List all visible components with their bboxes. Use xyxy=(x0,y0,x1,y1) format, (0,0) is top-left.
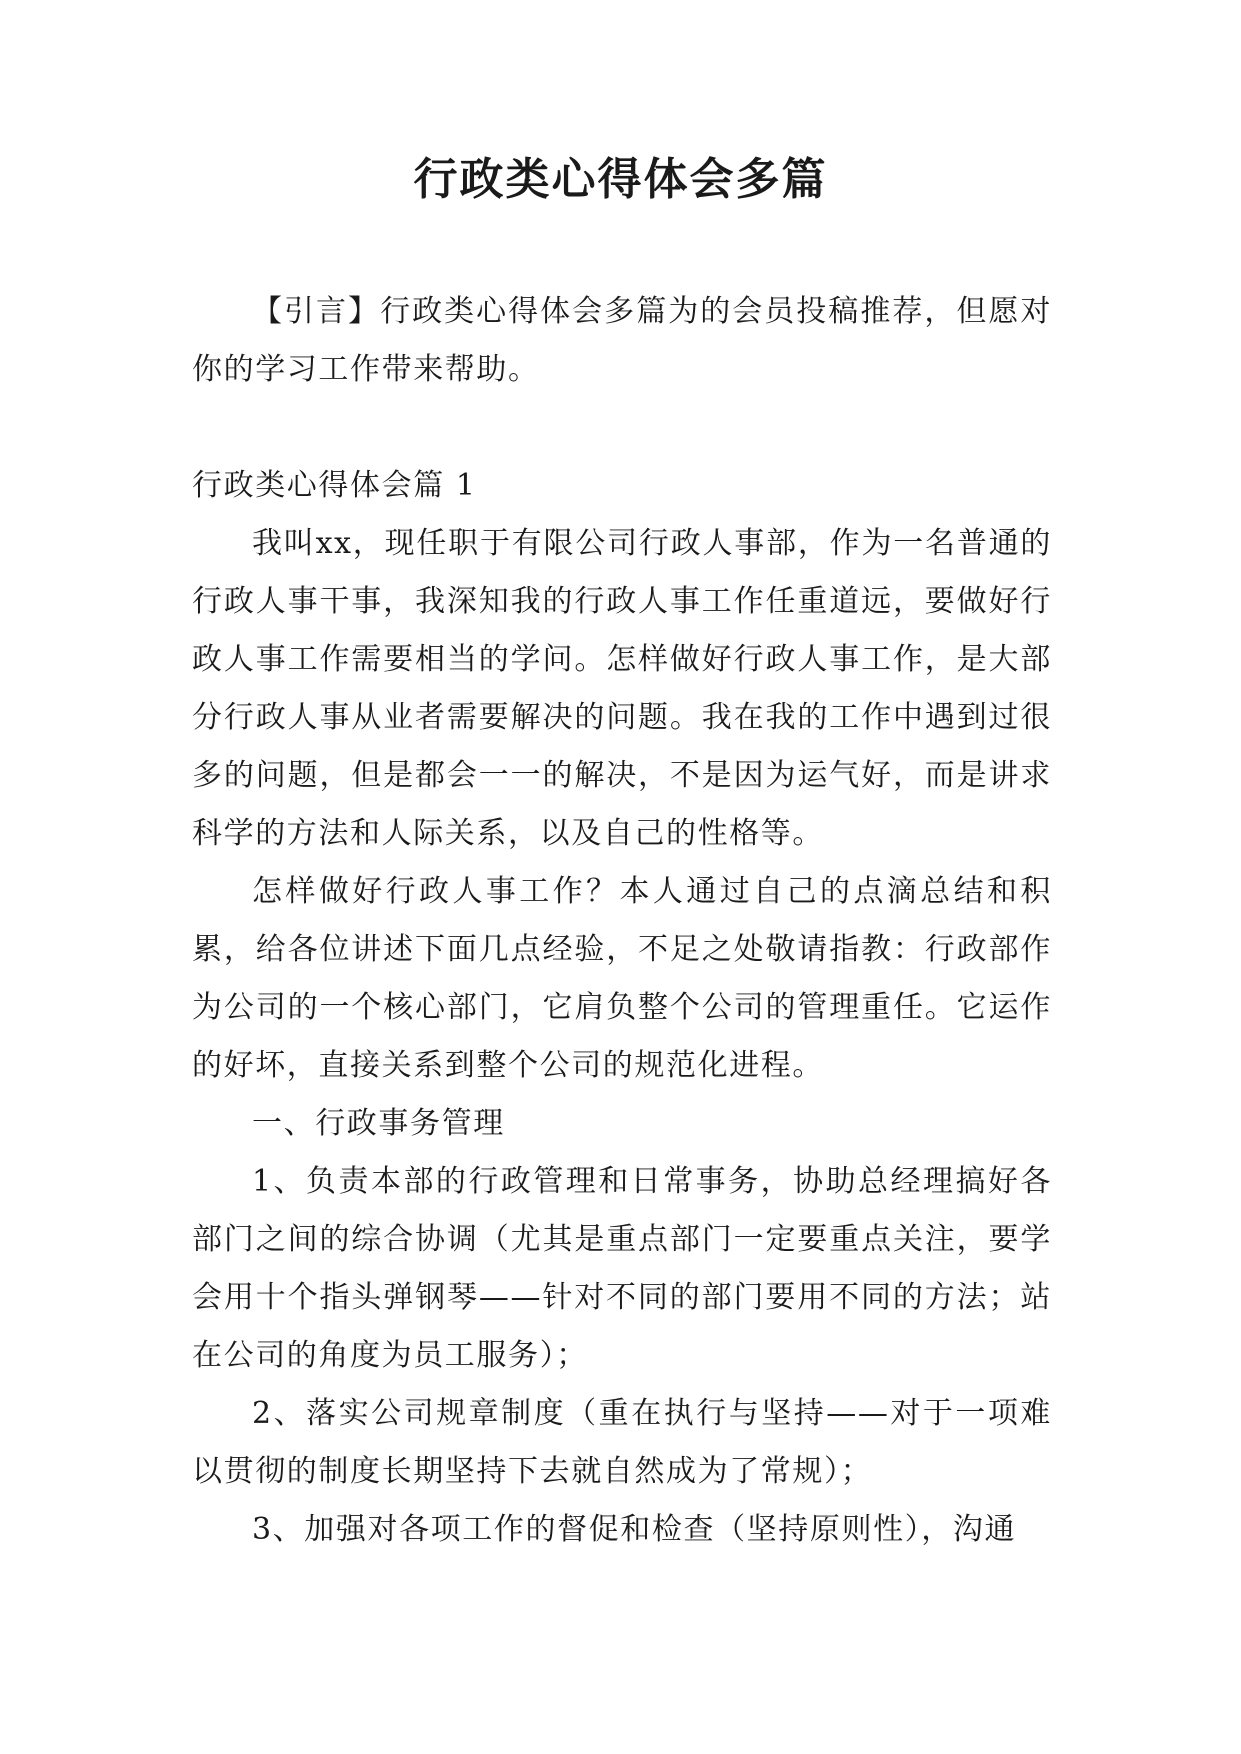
document-title: 行政类心得体会多篇 xyxy=(413,154,828,205)
subsection-heading: 一、行政事务管理 xyxy=(252,1106,505,1141)
list-item: 3、加强对各项工作的督促和检查（坚持原则性），沟通 xyxy=(252,1512,1017,1547)
list-item: 2、落实公司规章制度（重在执行与坚持——对于一项难以贯彻的制度长期坚持下去就自然成为了常规）； xyxy=(192,1396,1052,1489)
intro-paragraph: 【引言】行政类心得体会多篇为的会员投稿推荐，但愿对你的学习工作带来帮助。 xyxy=(192,294,1052,387)
section-heading: 行政类心得体会篇 1 xyxy=(192,468,477,503)
list-item: 1、负责本部的行政管理和日常事务，协助总经理搞好各部门之间的综合协调（尤其是重点部门一定要重点关注，要学会用十个指头弹钢琴——针对不同的部门要用不同的方法；站在公司的角度为员工服务）； xyxy=(192,1164,1052,1373)
body-paragraph: 我叫xx，现任职于有限公司行政人事部，作为一名普通的行政人事干事，我深知我的行政人事工作任重道远，要做好行政人事工作需要相当的学问。怎样做好行政人事工作，是大部分行政人事从业者需要解决的问题。我在我的工作中遇到过很多的问题，但是都会一一的解决，不是因为运气好，而是讲求科学的方法和人际关系，以及自己的性格等。 xyxy=(192,526,1052,851)
body-paragraph: 怎样做好行政人事工作？本人通过自己的点滴总结和积累，给各位讲述下面几点经验，不足之处敬请指教：行政部作为公司的一个核心部门，它肩负整个公司的管理重任。它运作的好坏，直接关系到整个公司的规范化进程。 xyxy=(192,874,1052,1083)
document-body xyxy=(192,283,1052,1559)
